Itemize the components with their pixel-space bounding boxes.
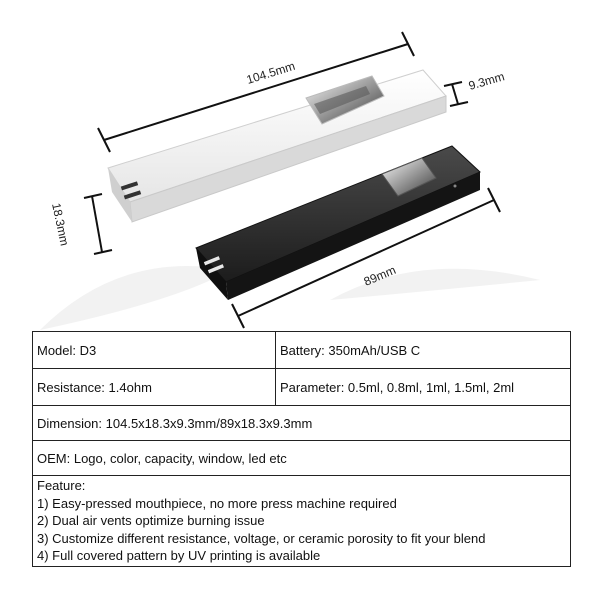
feature-item: 3) Customize different resistance, voltage, or ceramic porosity to fit your blend bbox=[37, 530, 486, 546]
width-label: 18.3mm bbox=[49, 201, 72, 248]
length-black-label: 89mm bbox=[361, 262, 398, 289]
dimension-thickness bbox=[444, 82, 468, 106]
dimension-width bbox=[84, 194, 112, 254]
dimension-cell: Dimension: 104.5x18.3x9.3mm/89x18.3x9.3mm bbox=[33, 406, 571, 441]
feature-item: 4) Full covered pattern by UV printing is available bbox=[37, 548, 321, 564]
table-row bbox=[33, 476, 571, 567]
parameter-cell: Parameter: 0.5ml, 0.8ml, 1ml, 1.5ml, 2ml bbox=[276, 369, 571, 406]
length-white-label: 104.5mm bbox=[244, 58, 297, 87]
watermark bbox=[40, 266, 540, 330]
oem-cell: OEM: Logo, color, capacity, window, led etc bbox=[33, 441, 571, 476]
model-cell: Model: D3 bbox=[33, 332, 276, 369]
table-row bbox=[33, 369, 571, 406]
feature-cell bbox=[33, 476, 571, 567]
resistance-cell: Resistance: 1.4ohm bbox=[33, 369, 276, 406]
thickness-label: 9.3mm bbox=[466, 69, 507, 93]
feature-title: Feature: bbox=[37, 478, 86, 494]
table-row bbox=[33, 406, 571, 441]
battery-cell: Battery: 350mAh/USB C bbox=[276, 332, 571, 369]
spec-table bbox=[32, 331, 571, 567]
feature-item: 2) Dual air vents optimize burning issue bbox=[37, 513, 265, 529]
table-row bbox=[33, 441, 571, 476]
feature-item: 1) Easy-pressed mouthpiece, no more press machine required bbox=[37, 495, 397, 511]
table-row bbox=[33, 332, 571, 369]
